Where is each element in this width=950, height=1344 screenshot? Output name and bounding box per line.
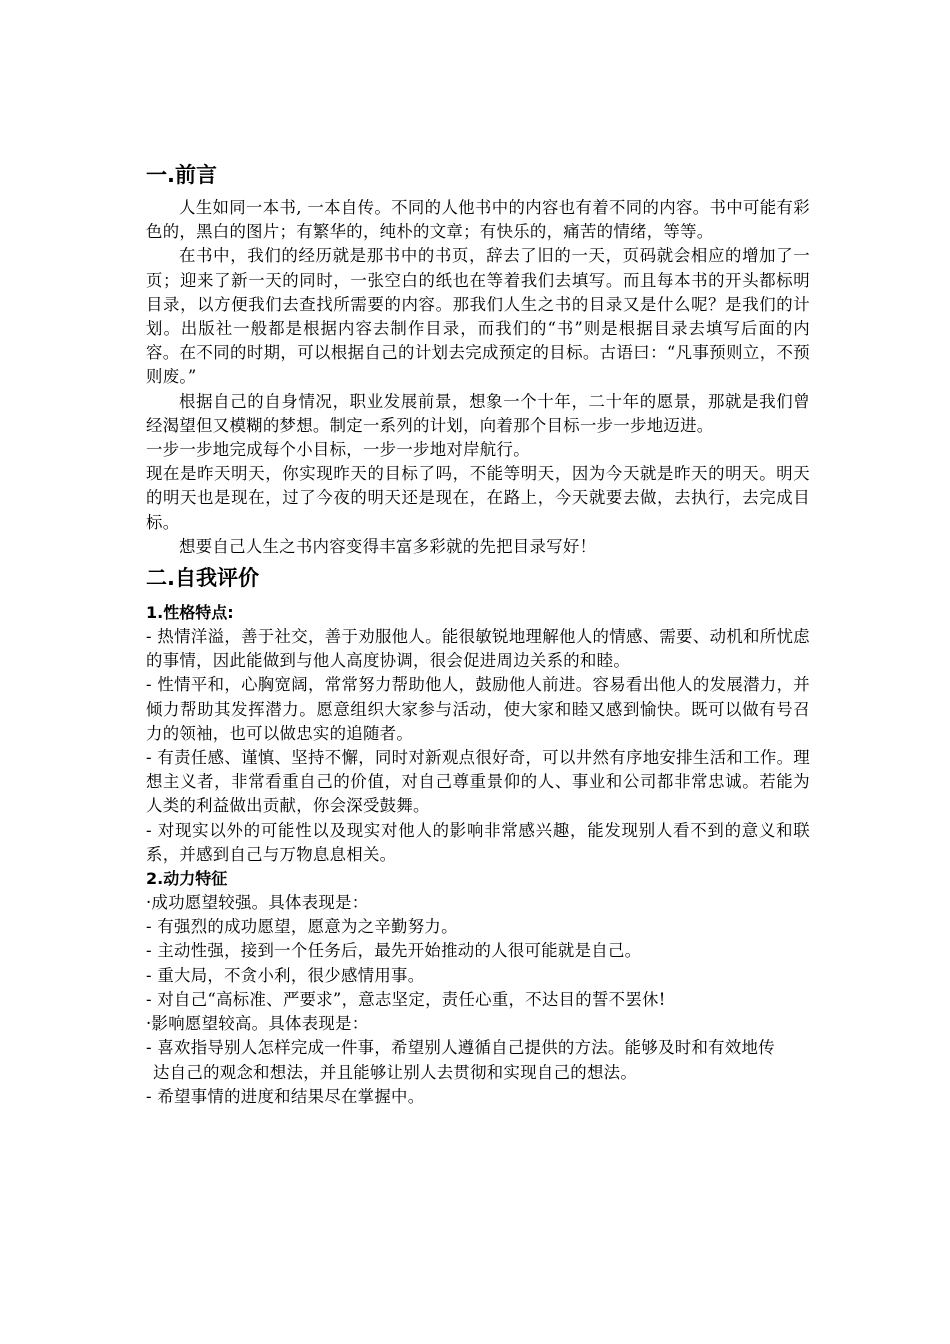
preface-paragraph: 根据自己的自身情况，职业发展前景，想象一个十年，二十年的愿景，那就是我们曾经渴望但又模糊的梦想。制定一系列的计划，向着那个目标一步一步地迈进。 xyxy=(146,391,810,435)
motivation-item: - 有强烈的成功愿望，愿意为之辛勤努力。 xyxy=(146,917,458,937)
trait-item: - 热情洋溢，善于社交，善于劝服他人。能很敏锐地理解他人的情感、需要、动机和所忧虑的事情，因此能做到与他人高度协调，很会促进周边关系的和睦。 xyxy=(146,627,810,671)
section-heading-preface: 一.前言 xyxy=(146,163,217,187)
preface-paragraph: 人生如同一本书, 一本自传。不同的人他书中的内容也有着不同的内容。书中可能有彩色的，黑白的图片；有繁华的，纯朴的文章；有快乐的，痛苦的情绪，等等。 xyxy=(146,198,810,242)
motivation-item: - 喜欢指导别人怎样完成一件事，希望别人遵循自己提供的方法。能够及时和有效地传 xyxy=(146,1038,775,1058)
trait-item: - 对现实以外的可能性以及现实对他人的影响非常感兴趣，能发现别人看不到的意义和联系，并感到自己与万物息息相关。 xyxy=(146,820,810,864)
trait-item: - 有责任感、谨慎、坚持不懈，同时对新观点很好奇，可以井然有序地安排生活和工作。理想主义者，非常看重自己的价值，对自己尊重景仰的人、事业和公司都非常忠诚。若能为人类的利益做出贡献，你会深受鼓舞。 xyxy=(146,748,810,816)
motivation-item: 达自己的观念和想法，并且能够让别人去贯彻和实现自己的想法。 xyxy=(153,1062,638,1082)
preface-paragraph: 想要自己人生之书内容变得丰富多彩就的先把目录写好！ xyxy=(179,536,597,556)
trait-item: - 性情平和，心胸宽阔，常常努力帮助他人，鼓励他人前进。容易看出他人的发展潜力，并倾力帮助其发挥潜力。愿意组织大家参与活动，使大家和睦又感到愉快。既可以做有号召力的领袖，也可以做忠实的追随者。 xyxy=(146,675,810,743)
preface-paragraph: 在书中，我们的经历就是那书中的书页，辞去了旧的一天，页码就会相应的增加了一页；迎来了新一天的同时，一张空白的纸也在等着我们去填写。而且每本书的开头都标明目录，以方便我们去查找所需要的内容。那我们人生之书的目录又是什么呢？是我们的计划。出版社一般都是根据内容去制作目录，而我们的“书”则是根据目录去填写后面的内容。在不同的时期，可以根据自己的计划去完成预定的目标。古语曰：“凡事预则立，不预则废。” xyxy=(146,246,810,387)
motivation-item: - 重大局，不贪小利，很少感情用事。 xyxy=(146,965,425,985)
subheading-personality-traits: 1.性格特点: xyxy=(146,603,234,623)
subheading-motivation-traits: 2.动力特征 xyxy=(146,869,228,889)
motivation-item: - 主动性强，接到一个任务后，最先开始推动的人很可能就是自己。 xyxy=(146,941,642,961)
preface-paragraph: 现在是昨天明天，你实现昨天的目标了吗，不能等明天，因为今天就是昨天的明天。明天的明天也是现在，过了今夜的明天还是现在，在路上，今天就要去做，去执行，去完成目标。 xyxy=(146,464,810,532)
preface-paragraph: 一步一步地完成每个小目标，一步一步地对岸航行。 xyxy=(146,440,530,460)
motivation-item: - 对自己“高标准、严要求”，意志坚定，责任心重，不达目的誓不罢休! xyxy=(146,989,666,1009)
motivation-item: ·影响愿望较高。具体表现是： xyxy=(146,1014,369,1034)
document-page xyxy=(146,158,810,1109)
motivation-item: - 希望事情的进度和结果尽在掌握中。 xyxy=(146,1086,425,1106)
motivation-item: ·成功愿望较强。具体表现是： xyxy=(146,893,369,913)
section-heading-self-evaluation: 二.自我评价 xyxy=(146,566,259,591)
